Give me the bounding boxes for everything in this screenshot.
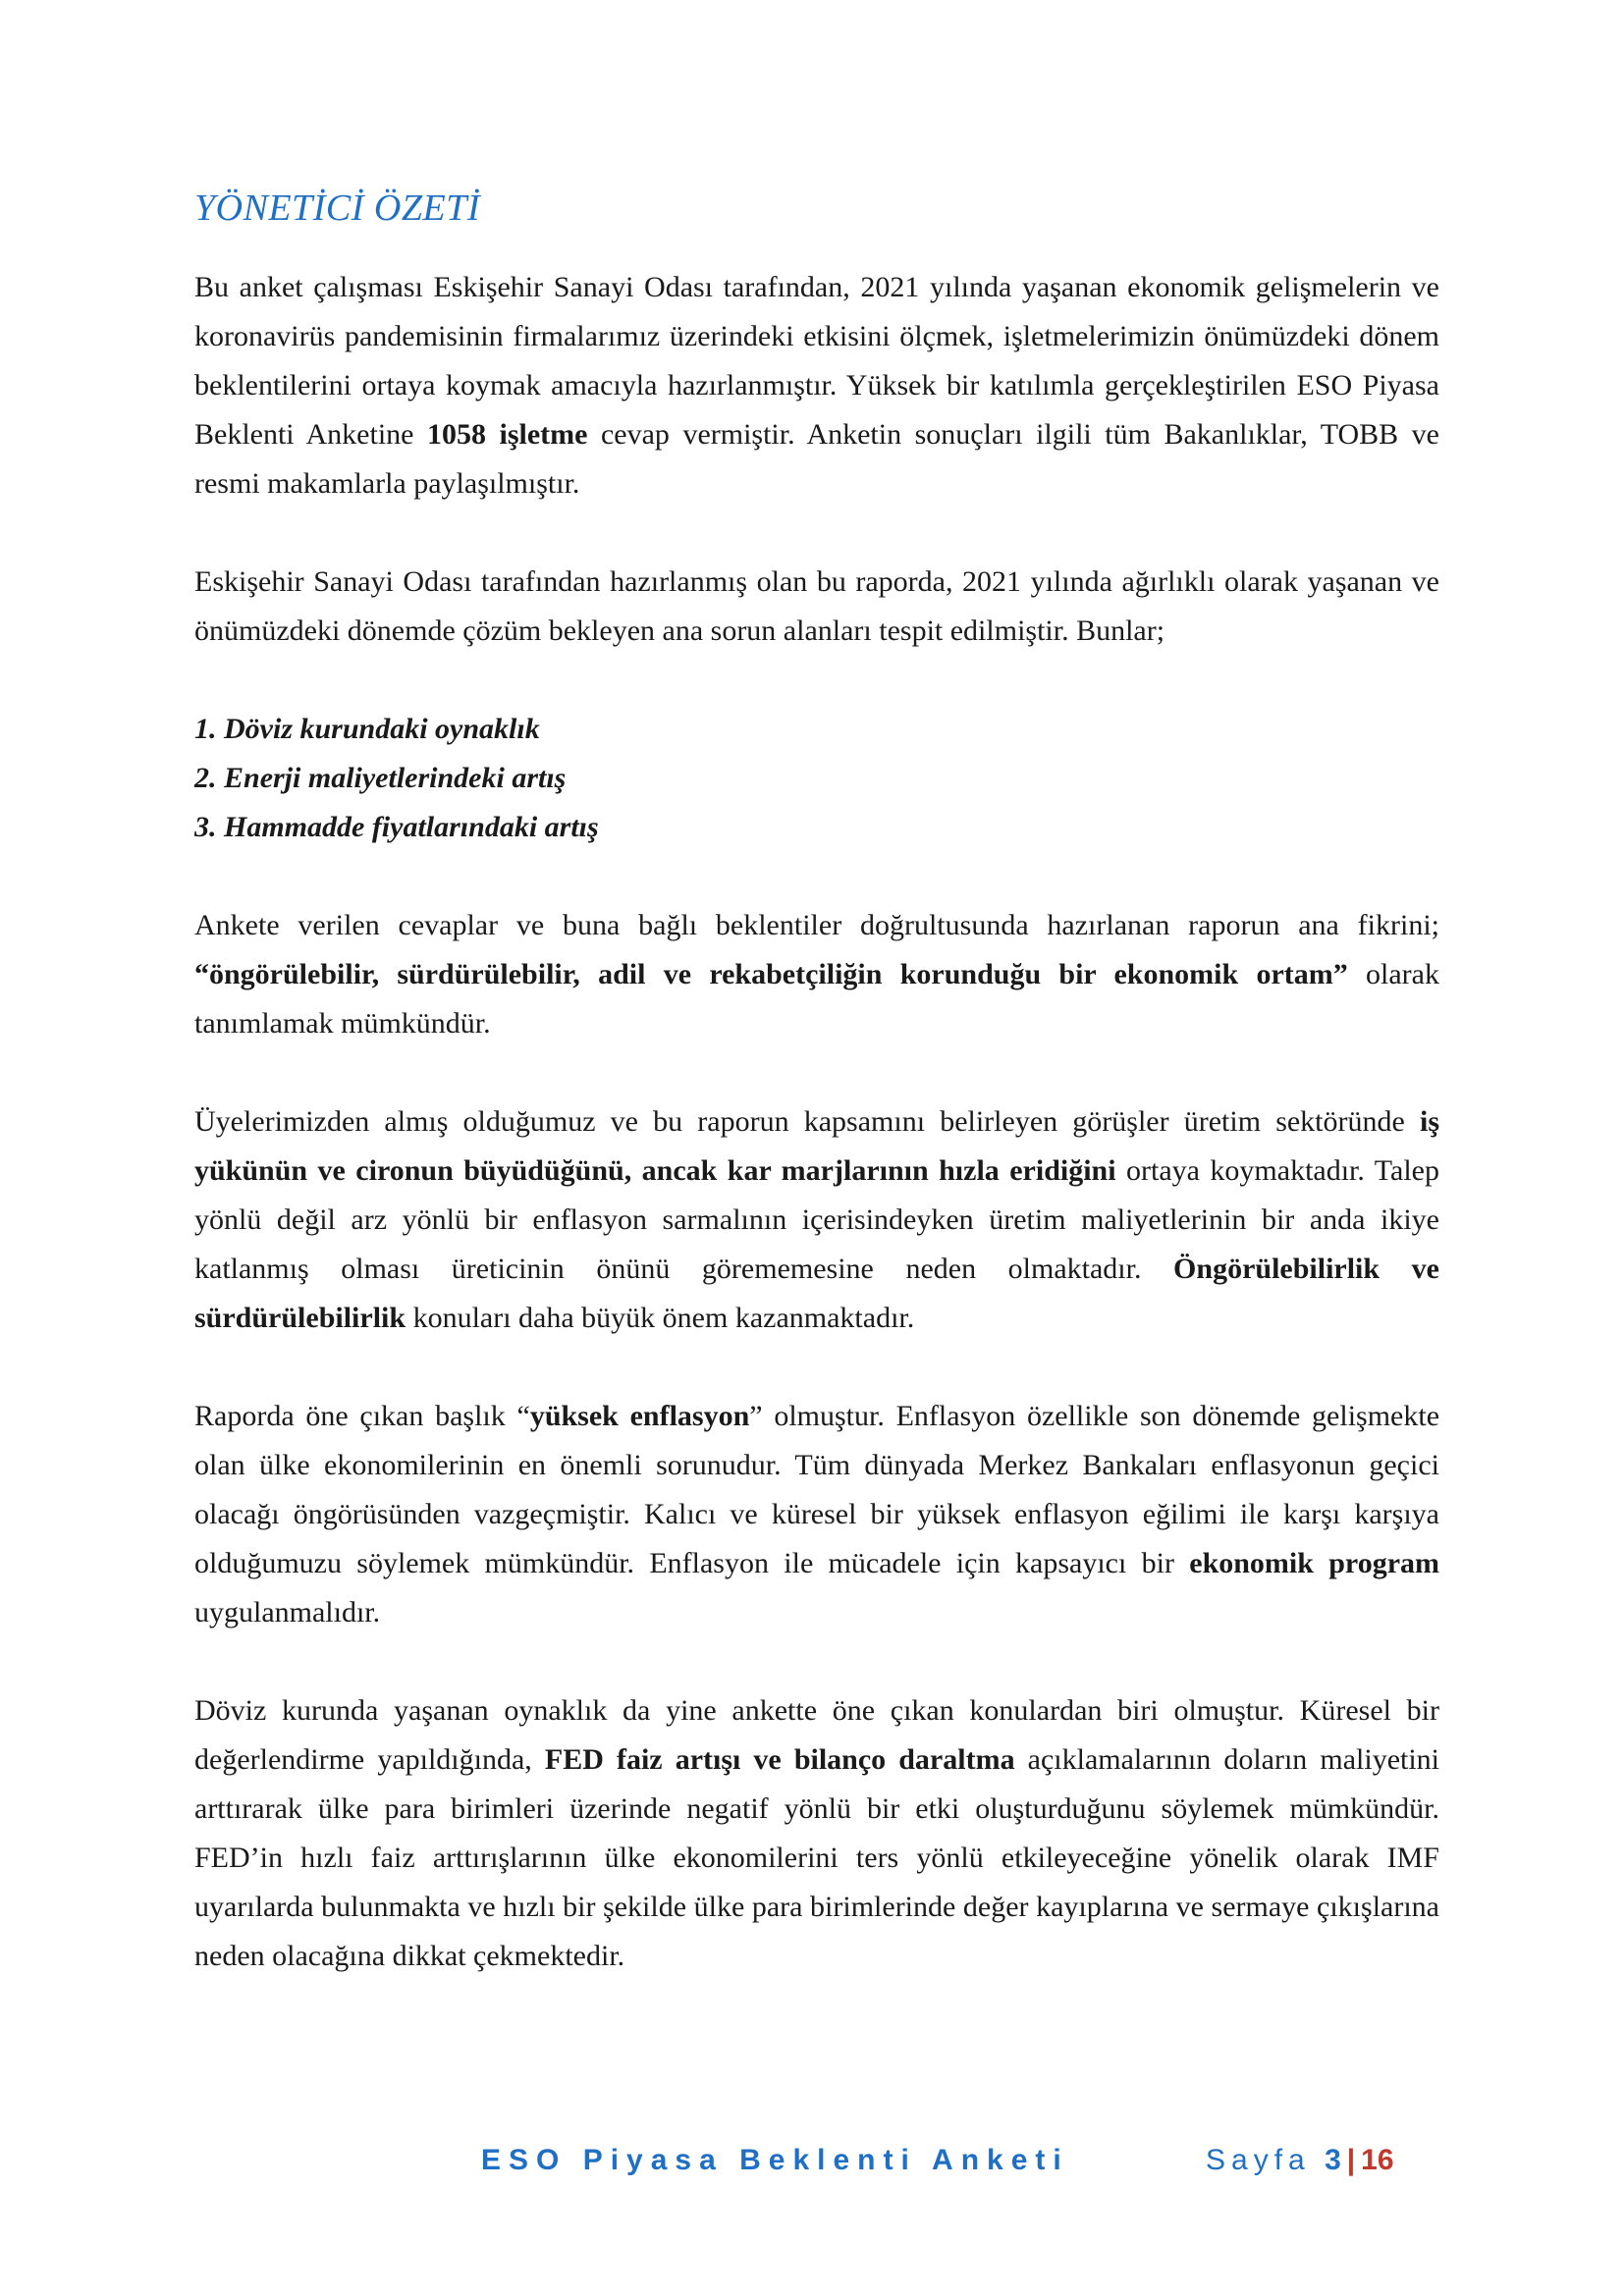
paragraph-intro — [194, 263, 1439, 508]
paragraph-main-idea — [194, 901, 1439, 1048]
paragraph-text: Raporda öne çıkan başlık “ — [194, 1400, 530, 1432]
paragraph-text: uygulanmalıdır. — [194, 1596, 381, 1629]
footer-title: ESO Piyasa Beklenti Anketi — [481, 2144, 1069, 2176]
page-number-indicator — [1206, 2144, 1394, 2177]
paragraph-emphasis: yüksek enflasyon — [529, 1400, 750, 1432]
paragraph-text: Üyelerimizden almış olduğumuz ve bu raporun kapsamını belirleyen görüşler üretim sektöründe — [194, 1105, 1420, 1138]
paragraph-text: Döviz kurunda yaşanan oynaklık da yine ankette öne çıkan konulardan biri olmuştur. Küresel bir değerlendirme yapıldığında, — [194, 1694, 1439, 1776]
paragraph-problems-intro: Eskişehir Sanayi Odası tarafından hazırlanmış olan bu raporda, 2021 yılında ağırlıklı olarak yaşanan ve önümüzdeki dönemde çözüm bekleyen ana sorun alanları tespit edilmiştir. Bunlar; — [194, 565, 1439, 647]
paragraph-emphasis: Öngörülebilirlik ve sürdürülebilirlik — [194, 1253, 1439, 1334]
page-label: Sayfa — [1206, 2144, 1311, 2176]
paragraph-text: olarak tanımlamak mümkündür. — [194, 958, 1439, 1040]
paragraph-text: cevap vermiştir. Anketin sonuçları ilgili tüm Bakanlıklar, TOBB ve resmi makamlarla paylaşılmıştır. — [194, 418, 1439, 500]
page-separator: | — [1346, 2144, 1356, 2176]
paragraph-text: ” olmuştur. Enflasyon özellikle son dönemde gelişmekte olan ülke ekonomilerinin en önemli sorunudur. Tüm dünyada Merkez Bankaları enflasyonun geçici olacağı öngörüsünden vazgeçmiştir. Kalıcı ve küresel bir yüksek enflasyon eğilimi ile karşı karşıya olduğumuzu söylemek mümkündür. Enflasyon ile mücadele için kapsayıcı bir — [194, 1400, 1440, 1579]
paragraph-emphasis: “öngörülebilir, sürdürülebilir, adil ve rekabetçiliğin korunduğu bir ekonomik ortam” — [194, 958, 1348, 990]
paragraph-emphasis: 1058 işletme — [426, 418, 588, 451]
paragraph-text: Bu anket çalışması Eskişehir Sanayi Odası tarafından, 2021 yılında yaşanan ekonomik gelişmelerin ve koronavirüs pandemisinin firmalarımız üzerindeki etkisini ölçmek, işletmelerimizin önümüzdeki dönem beklentilerini ortaya koymak amacıyla hazırlanmıştır. Yüksek bir katılımla gerçekleştirilen ESO Piyasa Beklenti Anketine — [194, 271, 1439, 451]
page-footer — [0, 2144, 1624, 2183]
list-item: 3. Hammadde fiyatlarındaki artış — [194, 811, 599, 843]
document-page — [194, 187, 1439, 1981]
paragraph-emphasis: ekonomik program — [1189, 1547, 1439, 1579]
paragraph-text: konuları daha büyük önem kazanmaktadır. — [406, 1302, 915, 1334]
problem-list — [194, 705, 1439, 852]
list-item: 1. Döviz kurundaki oynaklık — [194, 713, 540, 745]
paragraph-inflation — [194, 1392, 1439, 1637]
paragraph-member-views — [194, 1097, 1439, 1343]
paragraph-currency — [194, 1686, 1439, 1981]
paragraph-text: Ankete verilen cevaplar ve buna bağlı beklentiler doğrultusunda hazırlanan raporun ana fikrini; — [194, 909, 1439, 941]
total-pages: 16 — [1361, 2144, 1394, 2176]
paragraph-emphasis: iş yükünün ve cironun büyüdüğünü, ancak kar marjlarının hızla eridiğini — [194, 1105, 1439, 1187]
page-title: YÖNETİCİ ÖZETİ — [194, 187, 480, 229]
paragraph-text: ortaya koymaktadır. Talep yönlü değil arz yönlü bir enflasyon sarmalının içerisindeyken üretim maliyetlerinin bir anda ikiye katlanmış olması üreticinin önünü görememesine neden olmaktadır. — [194, 1154, 1439, 1285]
page-number: 3 — [1325, 2144, 1341, 2176]
list-item: 2. Enerji maliyetlerindeki artış — [194, 762, 567, 794]
paragraph-emphasis: FED faiz artışı ve bilanço daraltma — [544, 1743, 1015, 1776]
paragraph-text: açıklamalarının doların maliyetini arttırarak ülke para birimleri üzerinde negatif yönlü bir etki oluşturduğunu söylemek mümkündür. FED’in hızlı faiz arttırışlarının ülke ekonomilerini ters yönlü etkileyeceğine yönelik olarak IMF uyarılarda bulunmakta ve hızlı bir şekilde ülke para birimlerinde değer kayıplarına ve sermaye çıkışlarına neden olacağına dikkat çekmektedir. — [194, 1743, 1440, 1972]
